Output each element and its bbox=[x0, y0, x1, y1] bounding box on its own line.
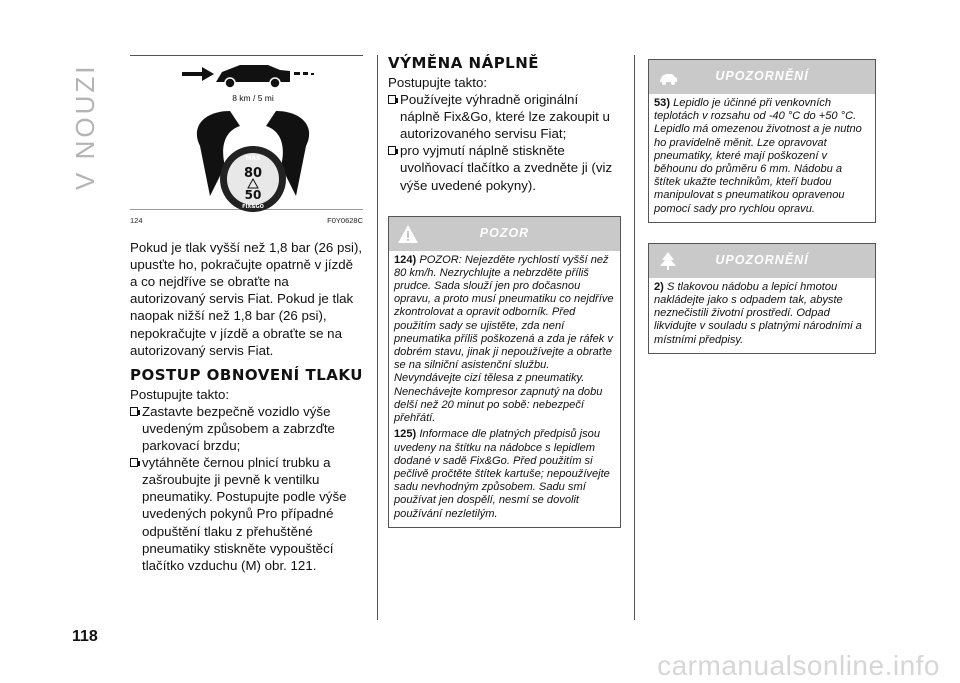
pressure-paragraph: Pokud je tlak vyšší než 1,8 bar (26 psi), upusťte ho, pokračujte opatrně v jízdě a co nejdříve se obraťte na autorizovaný servis Fiat. Pokud je tlak naopak nižší než 1,8 bar (26 psi), nepokračujte v jízdě a obraťte se na autorizovaný servis Fiat. bbox=[130, 240, 363, 358]
svg-text:50: 50 bbox=[244, 188, 262, 202]
warning-notice-lepidlo bbox=[648, 59, 876, 223]
notice-title: UPOZORNĚNÍ bbox=[715, 253, 809, 268]
lead-text: Postupujte takto: bbox=[388, 75, 488, 90]
column-divider-1 bbox=[377, 55, 378, 620]
notice-header bbox=[649, 244, 875, 278]
tire-repair-illustration bbox=[130, 56, 363, 210]
car-service-icon bbox=[657, 66, 679, 88]
bullet-icon bbox=[130, 407, 138, 416]
lead-text: Postupujte takto: bbox=[130, 386, 230, 402]
svg-text:FIX&GO: FIX&GO bbox=[242, 204, 264, 210]
column-divider-2 bbox=[634, 55, 635, 620]
bullet-icon bbox=[388, 95, 396, 104]
dashed-trail-icon bbox=[294, 72, 314, 75]
notice-header bbox=[649, 60, 875, 94]
notice-title: UPOZORNĚNÍ bbox=[715, 69, 809, 84]
section-side-title: V NOUZI bbox=[70, 63, 100, 190]
notice-entry: 124) POZOR: Nejezděte rychlostí vyšší než 80 km/h. Nezrychlujte a nebrzděte příliš prudce. Sada slouží jen pro dočasnou opravu, a proto musí pneumatiku co nejdříve zkontrolovat a opravit odborník. Před použitím sady se ujistěte, zda není pneumatika příliš poškozená a zda je ráfek v dobrém stavu, jinak ji nepoužívejte a obraťte se na silniční asistenční službu. Nevyndávejte cizí tělesa z pneumatiky. Nenechávejte kompresor zapnutý na dobu delší než 20 minut po sobě: nebezpečí přehřátí. bbox=[394, 253, 614, 425]
bullet-icon bbox=[388, 146, 396, 155]
notice-header bbox=[389, 217, 620, 251]
figure-number: 124 bbox=[130, 216, 143, 225]
arrow-left-icon bbox=[182, 67, 214, 81]
list-item: Používejte výhradně originální náplně Fix&Go, které lze zakoupit u autorizovaného servisu Fiat; bbox=[388, 91, 621, 142]
list-item: vytáhněte černou plnicí trubku a zašroubujte ji pevně k ventilku pneumatiky. Postupujte podle výše uvedených pokynů Pro případné odpuštění tlaku z přehuštěné pneumatiky stiskněte vypouštěcí tlačítko vzduchu (M) obr. 121. bbox=[130, 454, 363, 574]
bullet-icon bbox=[130, 458, 138, 467]
figure-code: F0Y0628C bbox=[327, 216, 363, 225]
svg-text:MAX: MAX bbox=[245, 155, 261, 162]
notice-body bbox=[649, 278, 875, 353]
notice-entry: 125) Informace dle platných předpisů jsou uvedeny na štítku na nádobce s lepidlem dodané v sadě Fix&Go. Před použitím si pečlivě pročtěte štítek kartuše; nepoužívejte sadu nevhodným způsobem. Sadu smí používat jen dospělí, nesmí se dovolit používání nezletilým. bbox=[394, 428, 610, 520]
column-3 bbox=[648, 55, 876, 354]
tree-environment-icon bbox=[657, 250, 679, 272]
notice-body bbox=[649, 94, 875, 222]
section-heading-restore-pressure: POSTUP OBNOVENÍ TLAKU bbox=[130, 365, 363, 384]
caution-notice bbox=[388, 216, 621, 528]
speed-label: 8 km / 5 mi bbox=[232, 93, 274, 103]
svg-text:80: 80 bbox=[243, 166, 263, 181]
column-2 bbox=[388, 55, 621, 528]
list-item: Zastavte bezpečně vozidlo výše uvedeným způsobem a zabrzďte parkovací brzdu; bbox=[130, 403, 363, 454]
page-number: 118 bbox=[72, 628, 98, 645]
notice-body bbox=[389, 251, 620, 527]
warning-notice-environment bbox=[648, 243, 876, 354]
notice-title: POZOR bbox=[479, 226, 530, 241]
notice-entry: 53) Lepidlo je účinné při venkovních teplotách v rozsahu od -40 °C do +50 °C. Lepidlo má omezenou životnost a je nutno ho pravidelně měnit. Lze opravovat pneumatiky, které mají poškození v běhounu do průměru 6 mm. Nádobu a štítek ukažte technikům, kteří budou manipulovat s pneumatikou opravenou pomocí sady pro rychlou opravu. bbox=[654, 97, 862, 215]
watermark: carmanualsonline.info bbox=[657, 650, 940, 681]
car-silhouette-icon bbox=[216, 65, 290, 88]
list-item: pro vyjmutí náplně stiskněte uvolňovací tlačítko a zvedněte ji (viz výše uvedené pokyny). bbox=[388, 142, 621, 193]
section-heading-refill: VÝMĚNA NÁPLNĚ bbox=[388, 54, 540, 72]
notice-entry: 2) S tlakovou nádobu a lepicí hmotou nakládejte jako s odpadem tak, abyste neznečistili životní prostředí. Odpad likvidujte v souladu s platnými národními a místními předpisy. bbox=[654, 280, 862, 346]
figure-124 bbox=[130, 55, 363, 210]
column-1 bbox=[130, 55, 363, 574]
figure-caption bbox=[130, 209, 363, 229]
warning-triangle-icon bbox=[397, 223, 419, 245]
